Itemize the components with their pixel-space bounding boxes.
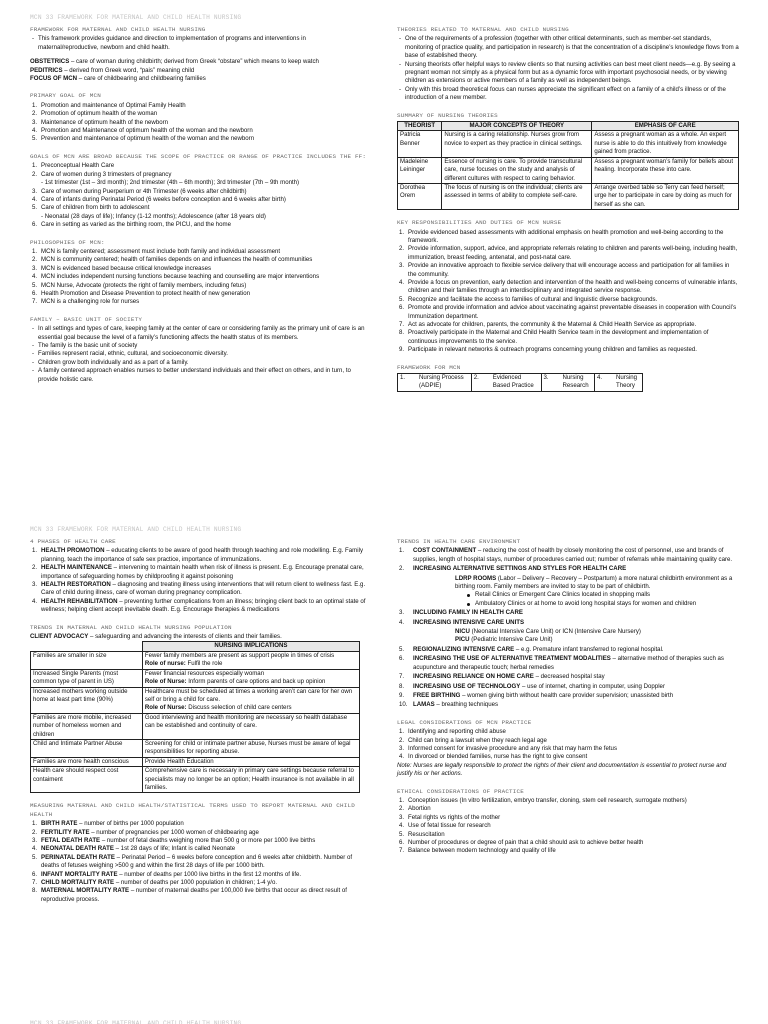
list-subitem: - Neonatal (28 days of life); Infancy (1-12 months); Adolescence (after 18 years old) bbox=[41, 212, 266, 220]
section-heading-trends-environment: TRENDS IN HEALTH CARE ENVIRONMENT bbox=[397, 538, 521, 545]
table-row: Increased mothers working outside home at least part time (90%) Healthcare must be scheduled at times a working aren’t can care for her own self or bring a child for care. Role of Nurse: Discuss selection of child care centers bbox=[31, 687, 360, 713]
list-item: 3. Care of women during Puerperium or 4th Trimester (6 weeks after childbirth) bbox=[32, 187, 247, 195]
section-heading-trends-population: TRENDS IN MATERNAL AND CHILD HEALTH NURSING POPULATION bbox=[30, 623, 232, 631]
table-row: Child and Intimate Partner Abuse Screening for child or intimate partner abuse, Nurses must be aware of legal responsibilities for reporting abuse. bbox=[31, 739, 360, 757]
nicu-note: NICU (Neonatal Intensive Care Unit) or ICN (Intensive Care Nursery) bbox=[455, 628, 641, 636]
table-row: Health care should respect cost contaiment Comprehensive care is necessary in primary care settings because referral to specialists may no longer be an option; Health insurance is not available in all families. bbox=[31, 767, 360, 793]
document-page-2 bbox=[0, 512, 768, 1022]
list-item: 1. Identifying and reporting child abuse bbox=[399, 728, 506, 736]
list-item: 2. Abortion bbox=[399, 805, 431, 813]
table-row: Madeleine Leininger Essence of nursing is care. To provide transcultural care, nurse focuses on the study and analysis of different cultures with respect to caring behavior. Assess a pregnant woman’s family for beliefs about healing. Incorporate these into care. bbox=[398, 157, 739, 183]
goals-broad-list bbox=[30, 162, 368, 229]
list-subitem: Ambulatory Clinics or at home to avoid long hospital stays for women and children bbox=[397, 600, 739, 608]
list-item: 1. HEALTH PROMOTION – educating clients to be aware of good health through teaching and role modelling. E.g. Family planning, teach the importance of safe sex practice, importance of immunizations. bbox=[32, 547, 364, 563]
table-row: Families are smaller in size Fewer family members are present as support people in times of crisis Role of nurse: Fulfil the role bbox=[31, 651, 360, 669]
section-heading-framework: FRAMEWORK FOR MATERNAL AND CHILD HEALTH NURSING bbox=[30, 26, 206, 33]
list-item: 5. Care of children from birth to adolescent bbox=[32, 204, 150, 212]
section-heading-summary: SUMMARY OF NURSING THEORIES bbox=[397, 111, 498, 119]
list-item: 9. Participate in relevant networks & outreach programs concerning young children and families as requested. bbox=[399, 346, 697, 354]
list-item: 1. MCN is family centered; assessment must include both family and individual assessment bbox=[32, 247, 281, 255]
list-item: 4. Provide a focus on prevention, early detection and intervention of the health and well-being concerns of vulnerable infants, children and their families through an interdisciplinary and integrated service response. bbox=[399, 278, 738, 295]
definition-obstetrics: OBSTETRICS – care of woman during childbirth; derived from Greek “obstare” which means to keep watch bbox=[30, 58, 319, 66]
table-row: Patricia Benner Nursing is a caring relationship. Nurses grow from novice to expert as they practice in clinical settings. Assess a pregnant woman as a whole. An expert nurse is able to do this intuitively from knowledge gained from practice. bbox=[398, 131, 739, 157]
philosophies-list bbox=[30, 248, 368, 307]
list-item: 9. FREE BIRTHING – women giving birth without health care provider supervision; unassisted birth bbox=[399, 691, 674, 699]
client-advocacy-definition: CLIENT ADVOCACY – safeguarding and advancing the interests of clients and their families. bbox=[30, 633, 282, 641]
section-heading-goals-broad: GOALS OF MCN ARE BROAD BECAUSE THE SCOPE OF PRACTICE OR RANGE OF PRACTICE INCLUDES THE FF: bbox=[30, 152, 367, 160]
list-item: 2. HEALTH MAINTENANCE – intervening to maintain health when risk of illness is present. E.g. Encourage prenatal care, importance of safeguarding homes by childproofing it against poisoning bbox=[32, 564, 364, 580]
list-item: 1. Conception issues (In vitro fertilization, embryo transfer, cloning, stem cell research, surrogate mothers) bbox=[399, 796, 687, 804]
legal-note: Note: Nurses are legally responsible to protect the rights of their client and documentation is essential to protect nurse and justify his or her actions. bbox=[397, 761, 727, 778]
table-row: Families are more mobile, increased number of homeless women and children Good interviewing and health monitoring are necessary so health database can be established and continuity of care. bbox=[31, 713, 360, 739]
list-item: 1. Preconceptual Health Care bbox=[32, 162, 115, 170]
list-item: 5. MCN Nurse, Advocate (protects the right of family members, including fetus) bbox=[32, 281, 247, 289]
document-page-3 bbox=[0, 1019, 768, 1024]
list-item: 5. PERINATAL DEATH RATE – Perinatal Period – 6 weeks before conception and 6 weeks after childbirth. Number of deaths of fetuses weighing >500 g and within the first 28 days of life per 1000 birth. bbox=[32, 853, 353, 870]
list-item: 4. NEONATAL DEATH RATE – 1st 28 days of life; Infant is called Neonate bbox=[32, 845, 236, 853]
picu-note: PICU (Pediatric Intensive Care Unit) bbox=[455, 636, 553, 644]
page1-left-column bbox=[30, 26, 368, 384]
section-heading-theories: THEORIES RELATED TO MATERNAL AND CHILD NURSING bbox=[397, 26, 569, 33]
list-item: 2. INCREASING ALTERNATIVE SETTINGS AND STYLES FOR HEALTH CARE bbox=[399, 565, 627, 573]
list-item: 1. BIRTH RATE – number of births per 1000 population bbox=[32, 820, 184, 828]
list-item: 4. In divorced or blended families, nurse has the right to give consent bbox=[399, 753, 588, 761]
list-item: 4. HEALTH REHABILITATION – preventing further complications from an illness; bringing client back to an optimal state of wellness; helping client accept inevitable death. E.g. Encourage therapies & medications bbox=[32, 597, 366, 614]
ldrp-rooms-note: LDRP ROOMS (Labor – Delivery – Recovery – Postpartum) a more natural childbirth environment as a birthing room. Family members are invited to stay to be part of childbirth. bbox=[455, 574, 733, 591]
page2-right-column bbox=[397, 538, 739, 856]
list-item: 3. INCLUDING FAMILY IN HEALTH CARE bbox=[399, 609, 523, 617]
section-heading-key-responsibilities: KEY RESPONSIBILITIES AND DUTIES OF MCN NURSE bbox=[397, 219, 562, 227]
section-heading-legal: LEGAL CONSIDERATIONS OF MCN PRACTICE bbox=[397, 718, 532, 726]
list-item: 2. MCN is community centered; health of families depends on and influences the health of communities bbox=[32, 256, 313, 264]
table-row: Dorothea Orem The focus of nursing is on the individual; clients are assessed in terms of ability to complete self-care. Arrange overbed table so Terry can feed herself; urge her to participate in care by doing as much for herself as she can. bbox=[398, 183, 739, 209]
measuring-list bbox=[30, 820, 368, 904]
table-header: NURSING IMPLICATIONS bbox=[142, 642, 359, 651]
list-item: 4. INCREASING INTENSIVE CARE UNITS bbox=[399, 618, 525, 626]
list-item: - One of the requirements of a profession (together with other critical determinants, such as member-set standards, monitoring of practice quality, and participation in research) is that the concentration of a discipline’s knowledge flows from a base of established theory. bbox=[397, 35, 739, 60]
list-item: 3. Informed consent for invasive procedure and any risk that may harm the fetus bbox=[399, 744, 617, 752]
list-item: 3. Fetal rights vs rights of the mother bbox=[399, 813, 501, 821]
list-item: 2. Child can bring a lawsuit when they reach legal age bbox=[399, 736, 547, 744]
list-item: 7. INCREASING RELIANCE ON HOME CARE – decreased hospital stay bbox=[399, 673, 605, 681]
trends-population-table bbox=[30, 641, 360, 793]
section-heading-family: FAMILY – BASIC UNIT OF SOCIETY bbox=[30, 315, 143, 323]
table-header: MAJOR CONCEPTS OF THEORY bbox=[442, 122, 592, 131]
legal-list bbox=[397, 728, 739, 762]
list-subitem: Retail Clinics or Emergent Care Clinics located in shopping malls bbox=[397, 591, 739, 599]
list-item: - Only with this broad theoretical focus can nurses appreciate the significant effect on a family of a child’s illness or of the introduction of a new member. bbox=[397, 86, 739, 103]
list-item: 2. Promotion of optimum health of the woman bbox=[32, 110, 158, 118]
list-item: 3. Maintenance of optimum health of the newborn bbox=[32, 118, 169, 126]
document-page-1 bbox=[0, 0, 768, 510]
list-item: 2. Provide information, support, advice, and appropriate referrals relating to children and parents well-being, including health, immunization, breast feeding, antenatal, and post-natal care. bbox=[399, 245, 738, 261]
list-item: 5. REGIONALIZING INTENSIVE CARE – e.g. Premature infant transferred to regional hospital. bbox=[399, 645, 664, 653]
ethical-list bbox=[397, 797, 739, 856]
table-row: Increased Single Parents (most common type of parent in US) Fewer financial resources especially woman Role of Nurse: Inform parents of care options and back up opinion bbox=[31, 669, 360, 687]
section-heading-measuring: MEASURING MATERNAL AND CHILD HEALTH/STATISTICAL TERMS USED TO REPORT MATERNAL AND CHILD HEALTH bbox=[30, 802, 355, 818]
running-header: MCN 33 FRAMEWORK FOR MATERNAL AND CHILD HEALTH NURSING bbox=[30, 526, 242, 533]
list-item: 4. Promotion and Maintenance of optimum health of the woman and the newborn bbox=[32, 127, 253, 135]
list-item: 3. FETAL DEATH RATE – number of fetal deaths weighing more than 500 g or more per 1000 live births bbox=[32, 837, 316, 844]
list-item: 4. Care of infants during Perinatal Period (6 weeks before conception and 6 weeks after birth) bbox=[32, 195, 286, 203]
table-row: Families are more health conscious Provide Health Education bbox=[31, 757, 360, 766]
framework-bullets bbox=[30, 35, 368, 52]
list-item: 2. Care of women during 3 trimesters of pregnancy bbox=[32, 170, 172, 178]
section-heading-primary-goal: PRIMARY GOAL OF MCN bbox=[30, 92, 101, 100]
definition-focus-of-mcn: FOCUS OF MCN – care of childbearing and childbearing families bbox=[30, 75, 206, 83]
section-heading-framework-mcn: FRAMEWORK FOR MCN bbox=[397, 363, 461, 371]
list-item: 7. Balance between modern technology and quality of life bbox=[399, 847, 556, 855]
page2-left-column bbox=[30, 538, 368, 904]
section-heading-ethical: ETHICAL CONSIDERATIONS OF PRACTICE bbox=[397, 787, 524, 795]
list-item: - Nursing theorists offer helpful ways to review clients so that nursing activities can best meet client needs—e.g. By seeing a pregnant woman not simply as a physical form but as a dynamic force with important psychosocial needs, or by viewing children as extensions or active members of a family as well as independent beings. bbox=[397, 61, 739, 86]
list-item: 3. Provide an innovative approach to flexible service delivery that will encourage access and participation for all families in the community. bbox=[399, 262, 730, 278]
list-item: 1. Promotion and maintenance of Optimal Family Health bbox=[32, 101, 186, 109]
phases-list bbox=[30, 547, 368, 614]
list-item: - The family is the basic unit of society bbox=[30, 342, 368, 350]
list-item: 8. MATERNAL MORTALITY RATE – number of maternal deaths per 100,000 live births that occur as direct result of reproductive process. bbox=[32, 887, 347, 903]
list-item: 2. FERTILITY RATE – number of pregnancies per 1000 women of childbearing age bbox=[32, 828, 259, 836]
running-header: MCN 33 FRAMEWORK FOR MATERNAL AND CHILD HEALTH NURSING bbox=[30, 1020, 242, 1024]
page1-right-column bbox=[397, 26, 739, 392]
list-item: 8. Proactively participate in the Maternal and Child Health Service team in the development and implementation of continuous improvements to the service. bbox=[399, 329, 709, 345]
section-heading-phases: 4 PHASES OF HEALTH CARE bbox=[30, 538, 116, 545]
list-item: 1. Provide evidenced based assessments with additional emphasis on health promotion and well-being according to the framework. bbox=[399, 228, 724, 244]
list-item: - Families represent racial, ethnic, cultural, and socioeconomic diversity. bbox=[30, 350, 368, 358]
list-item: 7. CHILD MORTALITY RATE – number of deaths per 1000 population in children; 1-4 y/o. bbox=[32, 879, 278, 887]
table-header: THEORIST bbox=[398, 122, 442, 131]
list-item: 5. Resuscitation bbox=[399, 830, 445, 838]
table-row: 1. Nursing Process (ADPIE) 2. Evidenced Based Practice 3. Nursing Research 4. Nursing Theory bbox=[398, 374, 643, 392]
table-header: EMPHASIS OF CARE bbox=[592, 122, 739, 131]
trends-environment-list bbox=[397, 547, 739, 573]
list-subitem: - 1st trimester (1st – 3rd month); 2nd trimester (4th – 6th month); 3rd trimester (7th – 9th month) bbox=[41, 179, 300, 187]
list-item: 6. INFANT MORTALITY RATE – number of deaths per 1000 live births in the first 12 months of life. bbox=[32, 870, 302, 878]
list-item: 7. Act as advocate for children, parents, the community & the Maternal & Child Health Service as appropriate. bbox=[399, 321, 697, 328]
list-item: 6. Number of procedures or degree of pain that a child should ask to achieve better health bbox=[399, 839, 644, 846]
list-item: 8. INCREASING USE OF TECHNOLOGY – use of internet, charting in computer, using Doppler bbox=[399, 682, 665, 690]
list-item: 10. LAMAS – breathing techniques bbox=[399, 701, 499, 709]
list-item: 5. Prevention and maintenance of optimum health of the woman and the newborn bbox=[32, 135, 255, 143]
list-item: 3. MCN is evidenced based because critical knowledge increases bbox=[32, 264, 212, 272]
theories-list bbox=[397, 35, 739, 102]
definition-peditrics: PEDITRICS – derived from Greek word, “pais” meaning child bbox=[30, 66, 195, 74]
list-item: 6. Promote and provide information and advice about vaccinating against preventable diseases in cooperation with Council’s Immunization department. bbox=[399, 304, 737, 320]
list-item: 6. INCREASING THE USE OF ALTERNATIVE TREATMENT MODALITIES – alternative method of therapies such as acupuncture and therapeutic touch; herbal remedies bbox=[399, 655, 724, 671]
summary-theories-table bbox=[397, 121, 739, 210]
list-item: 7. MCN is a challenging role for nurses bbox=[32, 298, 140, 306]
list-item: 1. COST CONTAINMENT – reducing the cost of health by closely monitoring the cost of personnel, use and brands of supplies, length of hospital stays, number of procedures carried out; number of referrals while maintaining quality care. bbox=[399, 547, 733, 563]
family-list bbox=[30, 325, 368, 384]
list-item: 6. Care in setting as varied as the birthing room, the PICU, and the home bbox=[32, 221, 232, 229]
list-item: 3. HEALTH RESTORATION – diagnosing and treating illness using interventions that will return client to wellness fast. E.g. Care of child during illness, care of woman during pregnancy complication. bbox=[32, 581, 366, 597]
list-item: - In all settings and types of care, keeping family at the center of care or considering family as the primary unit of care is an essential goal because the level of a family’s functioning affects the health status of its members. bbox=[30, 325, 368, 342]
list-item: - A family centered approach enables nurses to better understand individuals and their effect on others, and in turn, to provide holistic care. bbox=[30, 367, 368, 384]
key-responsibilities-list bbox=[397, 229, 739, 355]
trends-environment-list bbox=[397, 646, 739, 710]
running-header: MCN 33 FRAMEWORK FOR MATERNAL AND CHILD HEALTH NURSING bbox=[30, 14, 242, 21]
list-item: 4. Use of fetal tissue for research bbox=[399, 822, 491, 830]
list-item: - This framework provides guidance and direction to implementation of programs and interventions in maternal/reproductive, newborn and child health. bbox=[30, 35, 368, 52]
trends-environment-list bbox=[397, 609, 739, 627]
framework-mcn-table bbox=[397, 373, 643, 392]
list-item: 5. Recognize and facilitate the access to families of cultural and linguistic diverse backgrounds. bbox=[399, 295, 658, 303]
section-heading-philosophies: PHILOSOPHIES OF MCN: bbox=[30, 238, 105, 246]
list-item: 4. MCN includes independent nursing functions because teaching and counselling are major interventions bbox=[32, 273, 320, 281]
list-item: - Children grow both individually and as a part of a family. bbox=[30, 359, 368, 367]
primary-goal-list bbox=[30, 102, 368, 144]
list-item: 6. Health Promotion and Disease Prevention to protect health of new generation bbox=[32, 289, 251, 297]
